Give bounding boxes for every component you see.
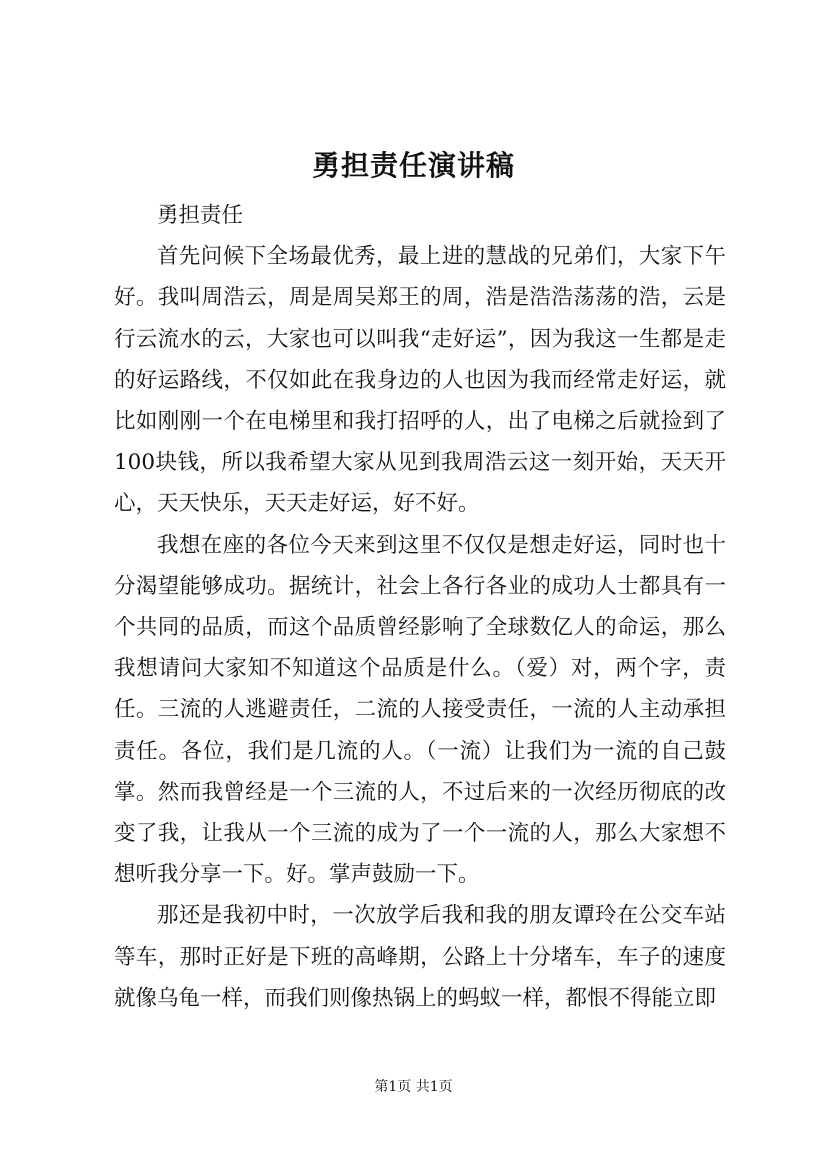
document-subtitle: 勇担责任 <box>157 203 244 228</box>
document-body <box>114 195 726 1019</box>
document-title: 勇担责任演讲稿 <box>311 149 515 182</box>
paragraph-1: 首先问候下全场最优秀，最上进的慧战的兄弟们，大家下午好。我叫周浩云，周是周吴郑王的周，浩是浩浩荡荡的浩，云是行云流水的云，大家也可以叫我“走好运”，因为我这一生都是走的好运路线，不仅如此在我身边的人也因为我而经常走好运，就比如刚刚一个在电梯里和我打招呼的人，出了电梯之后就捡到了100块钱，所以我希望大家从见到我周浩云这一刻开始，天天开心，天天快乐，天天走好运，好不好。 <box>114 244 726 517</box>
page-footer: 第1页 共1页 <box>374 1079 453 1095</box>
paragraph-3: 那还是我初中时，一次放学后我和我的朋友谭玲在公交车站等车，那时正好是下班的高峰期，公路上十分堵车，车子的速度就像乌龟一样，而我们则像热锅上的蚂蚁一样，都恨不得能立即 <box>114 903 726 1011</box>
paragraph-2: 我想在座的各位今天来到这里不仅仅是想走好运，同时也十分渴望能够成功。据统计，社会上各行各业的成功人士都具有一个共同的品质，而这个品质曾经影响了全球数亿人的命运，那么我想请问大家知不知道这个品质是什么。（爱）对，两个字，责任。三流的人逃避责任，二流的人接受责任，一流的人主动承担责任。各位，我们是几流的人。（一流）让我们为一流的自己鼓掌。然而我曾经是一个三流的人，不过后来的一次经历彻底的改变了我，让我从一个三流的成为了一个一流的人，那么大家想不想听我分享一下。好。掌声鼓励一下。 <box>114 532 726 888</box>
